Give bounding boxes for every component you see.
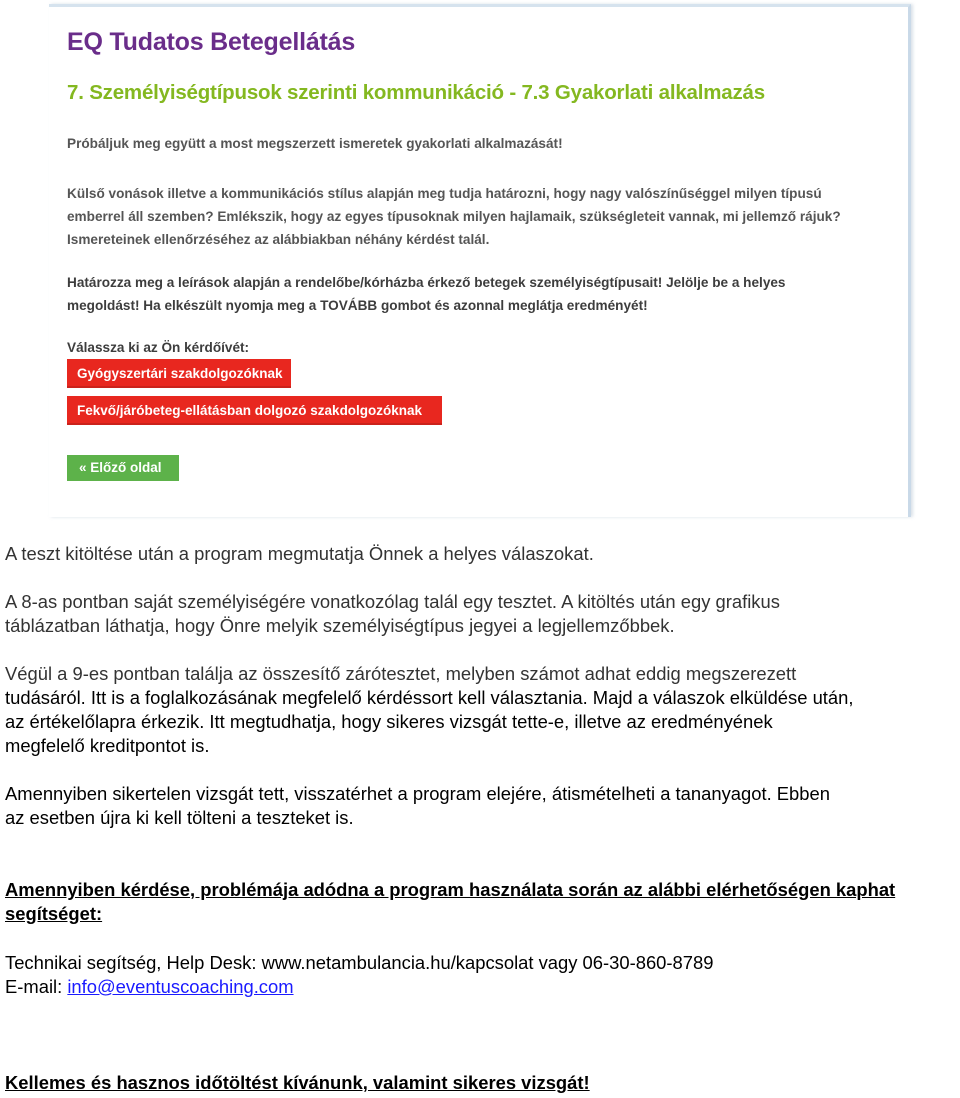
- instruction-line: megoldást! Ha elkészült nyomja meg a TOVÁBB gombot és azonnal meglátja eredményét!: [67, 298, 648, 313]
- embedded-screenshot: [49, 4, 911, 517]
- paragraph-results: [5, 542, 957, 566]
- paragraph-line: Kellemes és hasznos időtöltést kívánunk, valamint sikeres vizsgát!: [5, 1072, 590, 1093]
- paragraph-line: Amennyiben sikertelen vizsgát tett, visszatérhet a program elejére, átismételheti a tananyagot. Ebben: [5, 783, 830, 804]
- paragraph-personality-test: [5, 590, 957, 638]
- paragraph-line: A 8-as pontban saját személyiségére vonatkozólag talál egy tesztet. A kitöltés után egy grafikus: [5, 591, 780, 612]
- app-title: EQ Tudatos Betegellátás: [67, 28, 356, 56]
- pharmacy-staff-button[interactable]: Gyógyszertári szakdolgozóknak: [67, 359, 291, 388]
- paragraph-line: segítséget:: [5, 903, 103, 924]
- paragraph-line: A teszt kitöltése után a program megmutatja Önnek a helyes válaszokat.: [5, 543, 594, 564]
- hospital-staff-button[interactable]: Fekvő/járóbeteg-ellátásban dolgozó szakdolgozóknak: [67, 396, 442, 425]
- intro-text: Próbáljuk meg együtt a most megszerzett ismeretek gyakorlati alkalmazását!: [67, 136, 563, 151]
- email-line: [5, 975, 957, 999]
- choose-label: Válassza ki az Ön kérdőívét:: [67, 340, 250, 355]
- instruction-line: Határozza meg a leírások alapján a rendelőbe/kórházba érkező betegek személyiségtípusait! Jelölje be a helyes: [67, 275, 786, 290]
- helpdesk-line: Technikai segítség, Help Desk: www.netambulancia.hu/kapcsolat vagy 06-30-860-8789: [5, 952, 714, 973]
- contact-info: [5, 951, 957, 999]
- support-heading: [5, 878, 957, 926]
- email-link[interactable]: info@eventuscoaching.com: [67, 976, 294, 997]
- paragraph-line: Végül a 9-es pontban találja az összesítő zárótesztet, melyben számot adhat eddig megszerezett: [5, 663, 797, 684]
- paragraph-line: Amennyiben kérdése, problémája adódna a program használata során az alábbi elérhetőségen kaphat: [5, 879, 896, 900]
- description-line: emberrel áll szemben? Emlékszik, hogy az egyes típusoknak milyen hajlamaik, szükségleteit vannak, mi jellemző rájuk?: [67, 209, 841, 224]
- description-line: Ismereteinek ellenőrzéséhez az alábbiakban néhány kérdést talál.: [67, 232, 490, 247]
- closing-text: [5, 1071, 957, 1095]
- previous-page-button[interactable]: « Előző oldal: [67, 455, 179, 481]
- instruction-text: [67, 271, 867, 317]
- paragraph-line: az értékelőlapra érkezik. Itt megtudhatja, hogy sikeres vizsgát tette-e, illetve az eredményének: [5, 711, 773, 732]
- page-subtitle: 7. Személyiségtípusok szerinti kommunikáció - 7.3 Gyakorlati alkalmazás: [67, 81, 765, 104]
- description-text: [67, 182, 867, 251]
- paragraph-line: táblázatban láthatja, hogy Önre melyik személyiségtípus jegyei a legjellemzőbbek.: [5, 615, 675, 636]
- paragraph-retry: [5, 782, 957, 830]
- paragraph-line: megfelelő kreditpontot is.: [5, 735, 210, 756]
- email-label: E-mail:: [5, 976, 68, 997]
- paragraph-final-test: [5, 662, 957, 758]
- paragraph-line: az esetben újra ki kell tölteni a teszteket is.: [5, 807, 354, 828]
- description-line: Külső vonások illetve a kommunikációs stílus alapján meg tudja határozni, hogy nagy valószínűséggel milyen típusú: [67, 186, 822, 201]
- paragraph-line: tudásáról. Itt is a foglalkozásának megfelelő kérdéssort kell választania. Majd a válaszok elküldése után,: [5, 687, 854, 708]
